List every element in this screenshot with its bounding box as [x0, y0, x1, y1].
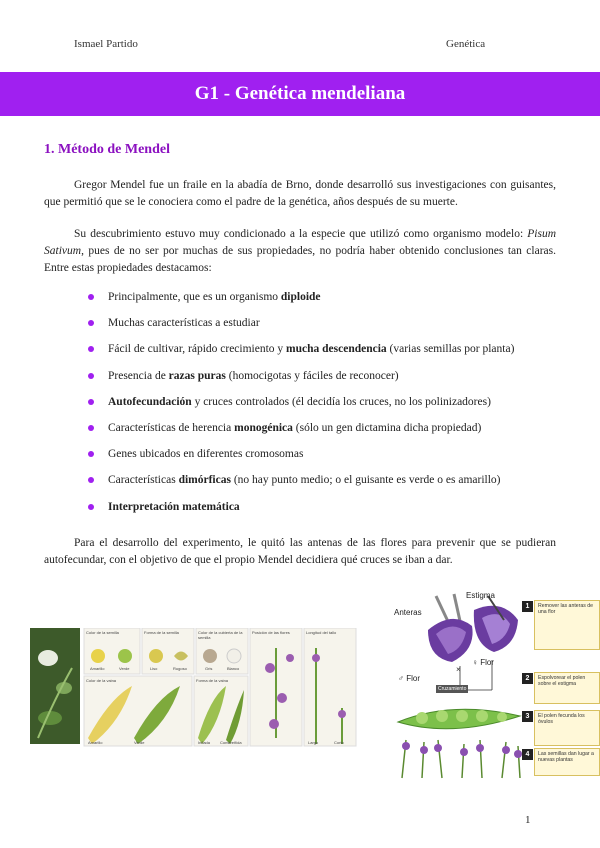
bullet-icon — [88, 425, 94, 431]
panel-label: Color de la cubierta de la semilla — [198, 630, 243, 640]
header-subject: Genética — [446, 38, 486, 50]
trait-label: Rugoso — [173, 666, 187, 671]
panel-label: Color de la semilla — [86, 630, 119, 635]
cross-label: Cruzamiento — [438, 686, 467, 692]
properties-list — [88, 289, 558, 525]
list-item: Interpretación matemática — [88, 499, 558, 525]
header-author: Ismael Partido — [74, 38, 138, 50]
list-item: Genes ubicados en diferentes cromosomas — [88, 446, 558, 472]
section-heading: 1. Método de Mendel — [44, 142, 170, 157]
anthers-label: Anteras — [394, 608, 422, 617]
bullet-icon — [88, 294, 94, 300]
list-item: Autofecundación y cruces controlados (él decidía los cruces, no los polinizadores) — [88, 394, 558, 420]
panel-label: Posición de las flores — [252, 630, 290, 635]
list-item: Presencia de razas puras (homocigotas y fáciles de reconocer) — [88, 368, 558, 394]
list-item: Características dimórficas (no hay punto medio; o el guisante es verde o es amarillo) — [88, 472, 558, 498]
trait-label: Inflada — [198, 740, 211, 745]
page-title: G1 - Genética mendeliana — [0, 72, 600, 116]
male-flower-label: ♂ Flor — [398, 674, 421, 683]
bullet-icon — [88, 477, 94, 483]
panel-label: Longitud del tallo — [306, 630, 337, 635]
pea-traits-figure — [30, 628, 386, 748]
bullet-icon — [88, 399, 94, 405]
step-box: 1 Remover las anteras de una flor — [534, 600, 600, 650]
pea-traits-illustration — [30, 628, 386, 748]
trait-label: Verde — [134, 740, 145, 745]
bullet-icon — [88, 320, 94, 326]
trait-label: Amarillo — [90, 666, 105, 671]
list-item: Muchas características a estudiar — [88, 315, 558, 341]
trait-label: Verde — [119, 666, 130, 671]
paragraph-experiment: Para el desarrollo del experimento, le quitó las antenas de las flores para prevenir que se pudieran autofecundar, con el objetivo de que el propio Mendel decidiera qué cruces se iban a dar. — [44, 537, 556, 566]
step-box: 2 Espolvorear el polen sobre el estigma — [534, 672, 600, 704]
trait-label: Corto — [334, 740, 344, 745]
trait-label: Largo — [308, 740, 319, 745]
trait-label: Amarillo — [88, 740, 103, 745]
svg-text:×: × — [456, 665, 461, 674]
stigma-label: Estigma — [466, 591, 495, 600]
paragraph-model-organism — [44, 226, 556, 277]
bullet-icon — [88, 504, 94, 510]
trait-label: Blanco — [227, 666, 240, 671]
paragraph-text: , pues de no ser por muchas de sus propiedades, no podría haber obtenido conclusiones tan claras. Entre estas propiedades destacamos: — [44, 245, 556, 274]
list-item: Fácil de cultivar, rápido crecimiento y mucha descendencia (varias semillas por planta) — [88, 341, 558, 367]
bullet-icon — [88, 346, 94, 352]
step-box: 4 Las semillas dan lugar a nuevas plantas — [534, 748, 600, 776]
list-item: Características de herencia monogénica (sólo un gen dictamina dicha propiedad) — [88, 420, 558, 446]
bullet-icon — [88, 451, 94, 457]
paragraph-intro: Gregor Mendel fue un fraile en la abadía de Brno, donde desarrolló sus investigaciones con guisantes, que permitió que se le conociera como el padre de la genética, años después de su muerte. — [44, 179, 556, 208]
bullet-icon — [88, 373, 94, 379]
panel-label: Forma de la vaina — [196, 678, 229, 683]
trait-label: Constreñida — [220, 740, 242, 745]
page-number: 1 — [525, 814, 531, 826]
step-box: 3 El polen fecunda los óvulos — [534, 710, 600, 746]
trait-label: Liso — [150, 666, 158, 671]
list-item: Principalmente, que es un organismo diploide — [88, 289, 558, 315]
female-flower-label: ♀ Flor — [472, 658, 495, 667]
trait-label: Gris — [205, 666, 213, 671]
species-name: Pisum Sativum — [44, 228, 556, 257]
cross-pollination-figure — [392, 590, 600, 780]
panel-label: Forma de la semilla — [144, 630, 179, 635]
panel-label: Color de la vaina — [86, 678, 117, 683]
paragraph-text: Su descubrimiento estuvo muy condicionado a la especie que utilizó como organismo modelo: — [74, 228, 528, 240]
